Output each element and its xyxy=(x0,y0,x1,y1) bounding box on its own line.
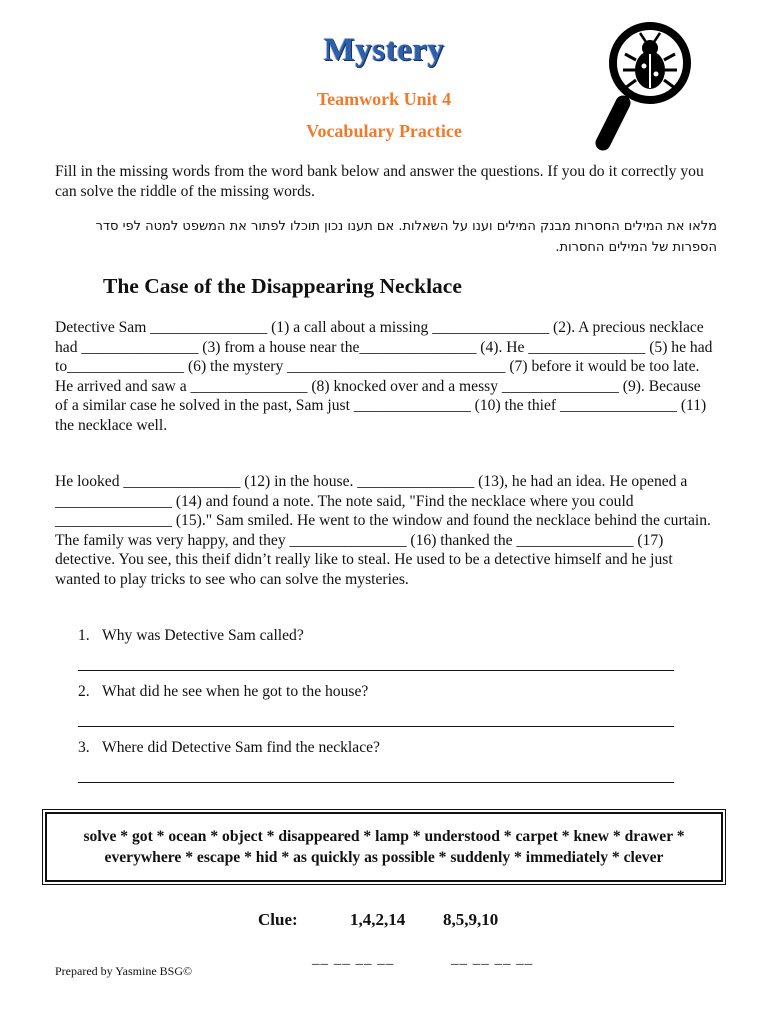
unit-subtitle: Teamwork Unit 4 xyxy=(316,89,452,109)
question xyxy=(78,683,698,701)
question-number: 1. xyxy=(78,627,90,644)
story-title: The Case of the Disappearing Necklace xyxy=(103,274,462,298)
question xyxy=(78,627,698,645)
practice-subtitle: Vocabulary Practice xyxy=(306,121,462,141)
clue-blanks[interactable]: __ __ __ __ xyxy=(451,951,534,967)
clue-blanks[interactable]: __ __ __ __ xyxy=(312,951,395,967)
question xyxy=(78,739,698,757)
story-paragraph: He looked _______________ (12) in the house. _______________ (13), he had an idea. He opened a _______________ (14) and found a note. The note said, "Find the necklace where you could _______________ (15)." Sam smiled. He went to the window and found the necklace behind the curtain. The family was very happy, and they _______________ (16) thanked the _______________ (17) detective. You see, this theif didn’t really like to steal. He used to be a detective himself and he just wanted to play tricks to see who can solve the mysteries. xyxy=(55,473,711,588)
word-bank-text: solve * got * ocean * object * disappeared * lamp * understood * carpet * knew * drawer * everywhere * escape * hid * as quickly as possible * suddenly * immediately * clever xyxy=(83,828,685,866)
answer-line[interactable] xyxy=(78,726,674,727)
story-paragraph: Detective Sam _______________ (1) a call about a missing _______________ (2). A precious necklace had _______________ (3) from a house near the_______________ (4). He _______________ (5) he had to_______________ (6) the mystery ____________________________ (7) before it would be too late. He arrived and saw a _______________ (8) knocked over and a messy _______________ (9). Because of a similar case he solved in the past, Sam just _______________ (10) the thief _______________ (11) the necklace well. xyxy=(55,319,713,434)
answer-line[interactable] xyxy=(78,782,674,783)
hebrew-instructions: מלאו את המילים החסרות מבנק המילים וענו על השאלות. אם תענו נכון תוכלו לפתור את המשפט למטה לפי סדר הספרות של המילים החסרות. xyxy=(95,219,717,255)
magnifying-glass-bug-icon xyxy=(595,18,695,153)
credit-footer: Prepared by Yasmine BSG© xyxy=(55,964,193,978)
question-text: What did he see when he got to the house? xyxy=(102,683,369,700)
instructions: Fill in the missing words from the word bank below and answer the questions. If you do it correctly you can solve the riddle of the missing words. xyxy=(55,163,704,200)
answer-line[interactable] xyxy=(78,670,674,671)
clue-label: Clue: xyxy=(258,910,298,929)
question-text: Where did Detective Sam find the necklace? xyxy=(102,739,380,756)
clue-numbers: 1,4,2,14 xyxy=(350,910,406,929)
word-bank xyxy=(45,812,723,882)
question-number: 3. xyxy=(78,739,90,756)
question-text: Why was Detective Sam called? xyxy=(102,627,304,644)
question-number: 2. xyxy=(78,683,90,700)
clue-numbers: 8,5,9,10 xyxy=(443,910,499,929)
page-title: Mystery xyxy=(323,32,445,68)
